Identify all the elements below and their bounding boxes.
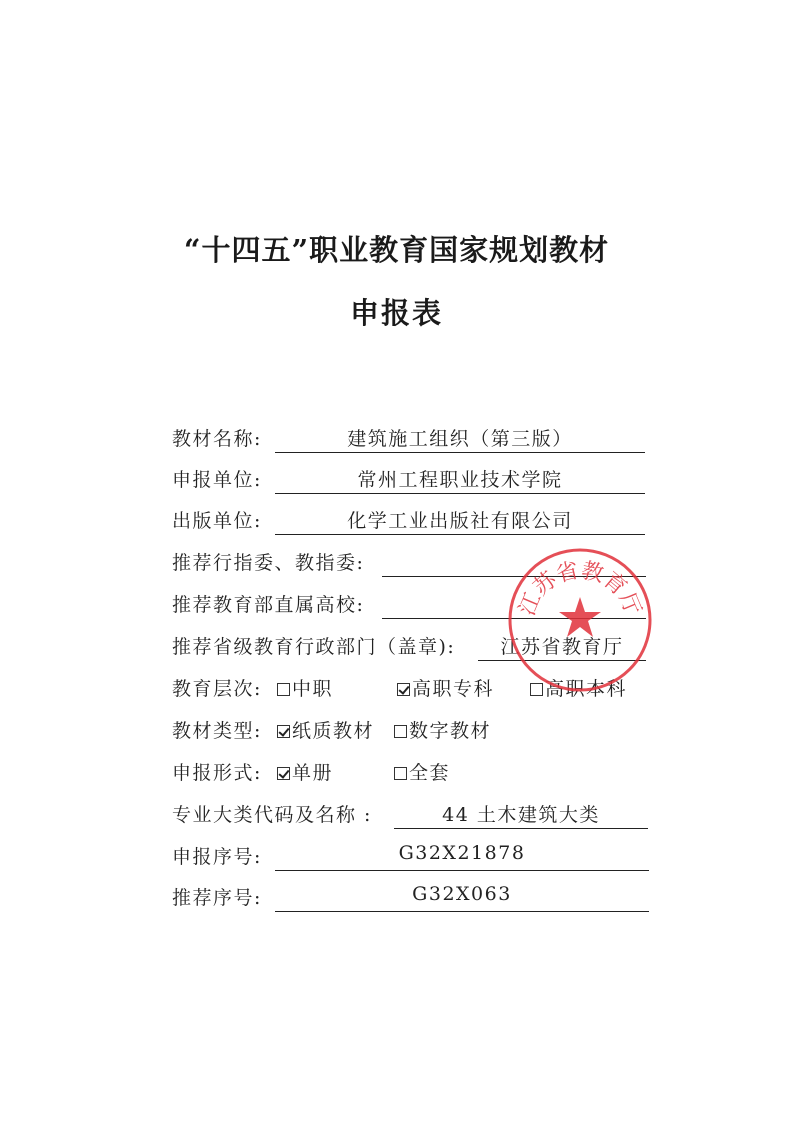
field-label: 出版单位:: [172, 510, 262, 532]
form-option-set[interactable]: 全套: [394, 758, 450, 785]
field-label: 教材类型:: [172, 720, 262, 742]
field-major: [172, 800, 652, 830]
major-value[interactable]: 44 土木建筑大类: [394, 800, 648, 829]
seal-star-icon: [559, 597, 601, 637]
rec-no-value[interactable]: G32X063: [275, 883, 649, 912]
checkbox[interactable]: [277, 683, 290, 696]
field-label: 申报序号:: [172, 846, 262, 868]
document-title: “十四五”职业教育国家规划教材: [183, 233, 610, 267]
field-form: [172, 758, 652, 788]
field-type: [172, 716, 652, 746]
field-label: 推荐教育部直属高校:: [172, 594, 365, 616]
checkbox[interactable]: [277, 767, 290, 780]
applicant-value[interactable]: 常州工程职业技术学院: [275, 465, 645, 494]
app-no-value[interactable]: G32X21878: [275, 842, 649, 871]
checkbox[interactable]: [394, 725, 407, 738]
field-applicant: [172, 465, 652, 495]
field-label: 推荐序号:: [172, 887, 262, 909]
field-label: 推荐省级教育行政部门（盖章):: [172, 636, 456, 658]
field-label: 教育层次:: [172, 678, 262, 700]
level-option-undergrad[interactable]: 高职本科: [530, 674, 627, 701]
field-label: 申报形式:: [172, 762, 262, 784]
type-option-digital[interactable]: 数字教材: [394, 716, 491, 743]
field-app-no: [172, 842, 652, 872]
level-option-college[interactable]: 高职专科: [397, 674, 494, 701]
official-seal: [505, 545, 655, 695]
form-option-single[interactable]: 单册: [277, 758, 333, 785]
textbook-name-value[interactable]: 建筑施工组织（第三版）: [275, 424, 645, 453]
field-label: 教材名称:: [172, 428, 262, 450]
field-publisher: [172, 506, 652, 536]
field-rec-no: [172, 883, 652, 913]
seal-text: 江苏省教育厅: [514, 558, 646, 620]
document-subtitle: 申报表: [349, 296, 443, 330]
type-option-paper[interactable]: 纸质教材: [277, 716, 374, 743]
checkbox[interactable]: [397, 683, 410, 696]
province-value[interactable]: 江苏省教育厅: [478, 632, 646, 661]
field-textbook-name: [172, 424, 652, 454]
checkbox[interactable]: [394, 767, 407, 780]
publisher-value[interactable]: 化学工业出版社有限公司: [275, 506, 645, 535]
field-label: 专业大类代码及名称 :: [172, 804, 372, 826]
field-label: 申报单位:: [172, 469, 262, 491]
checkbox[interactable]: [277, 725, 290, 738]
field-label: 推荐行指委、教指委:: [172, 552, 365, 574]
level-option-secondary[interactable]: 中职: [277, 674, 333, 701]
